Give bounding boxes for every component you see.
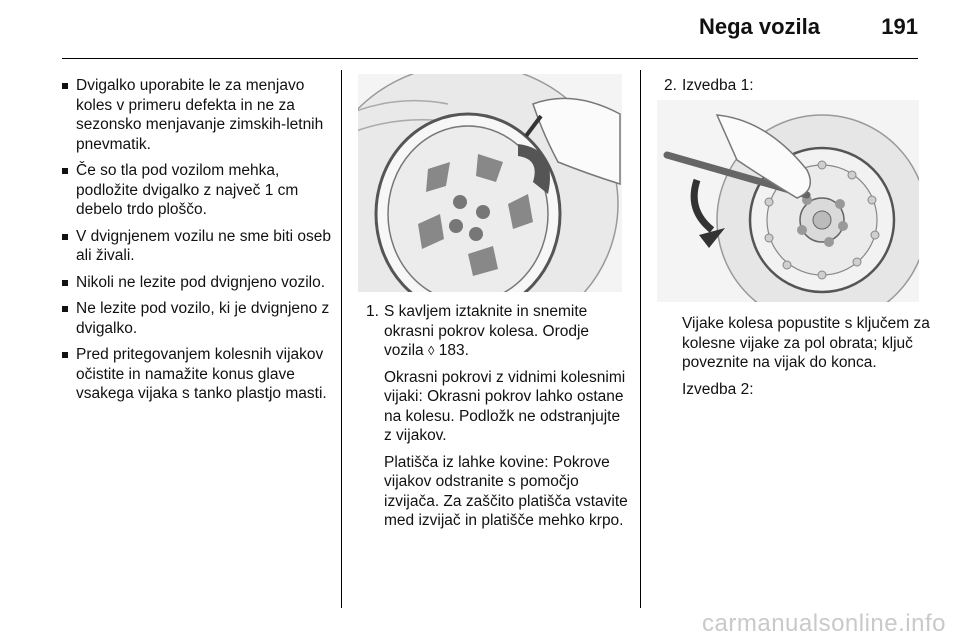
column-divider-2 [640, 70, 641, 608]
step-item [366, 302, 628, 361]
step-text: S kavljem iztaknite in snemite okrasni pokrov kolesa. Orodje vozila [384, 303, 590, 359]
note-paragraph: Vijake kolesa popustite s ključem za kolesne vijake za pol obrata; ključ poveznite na vijak do konca. [682, 315, 930, 371]
header-rule [62, 58, 918, 59]
page-reference-number[interactable]: 183. [438, 342, 469, 359]
bullet-item: Če so tla pod vozilom mehka, podložite dvigalko z največ 1 cm debelo trdo ploščo. [62, 161, 332, 220]
step-title: Izvedba 1: [682, 77, 754, 94]
step-1-block [366, 302, 628, 531]
watermark: carmanualsonline.info [702, 610, 946, 637]
bullet-item: Ne lezite pod vozilo, ki je dvignjeno z dvigalko. [62, 299, 332, 338]
bullet-item: Pred pritegovanjem kolesnih vijakov očistite in namažite konus glave vsakega vijaka s tanko plastjo masti. [62, 345, 332, 404]
note-paragraph: Okrasni pokrovi z vidnimi kolesnimi vijaki: Okrasni pokrov lahko ostane na kolesu. Podložk ne odstranjujte z vijakov. [384, 368, 626, 444]
bullet-list [62, 76, 332, 411]
column-divider-1 [341, 70, 342, 608]
step-2-block [664, 76, 930, 96]
step-item [664, 76, 930, 96]
step-number: 2. [664, 77, 677, 94]
hubcap-removal-illustration [358, 74, 622, 292]
page-reference-icon: ◊ [427, 343, 435, 358]
note-paragraph: Izvedba 2: [682, 380, 754, 398]
bullet-item: Nikoli ne lezite pod dvignjeno vozilo. [62, 273, 332, 293]
step-2-notes [664, 314, 930, 406]
step-number: 1. [366, 303, 379, 320]
page-header-title: Nega vozila [698, 14, 820, 39]
bullet-item: V dvignjenem vozilu ne sme biti oseb ali živali. [62, 227, 332, 266]
note-paragraph: Platišča iz lahke kovine: Pokrove vijakov odstranite s pomočjo izvijača. Za zaščito platišča vstavite med izvijač in platišče mehko krpo. [384, 453, 628, 529]
bullet-item: Dvigalko uporabite le za menjavo koles v primeru defekta in ne za sezonsko menjavanje zimskih-letnih pnevmatik. [62, 76, 332, 154]
wheel-wrench-illustration [657, 100, 919, 302]
page-number: 191 [881, 14, 918, 39]
